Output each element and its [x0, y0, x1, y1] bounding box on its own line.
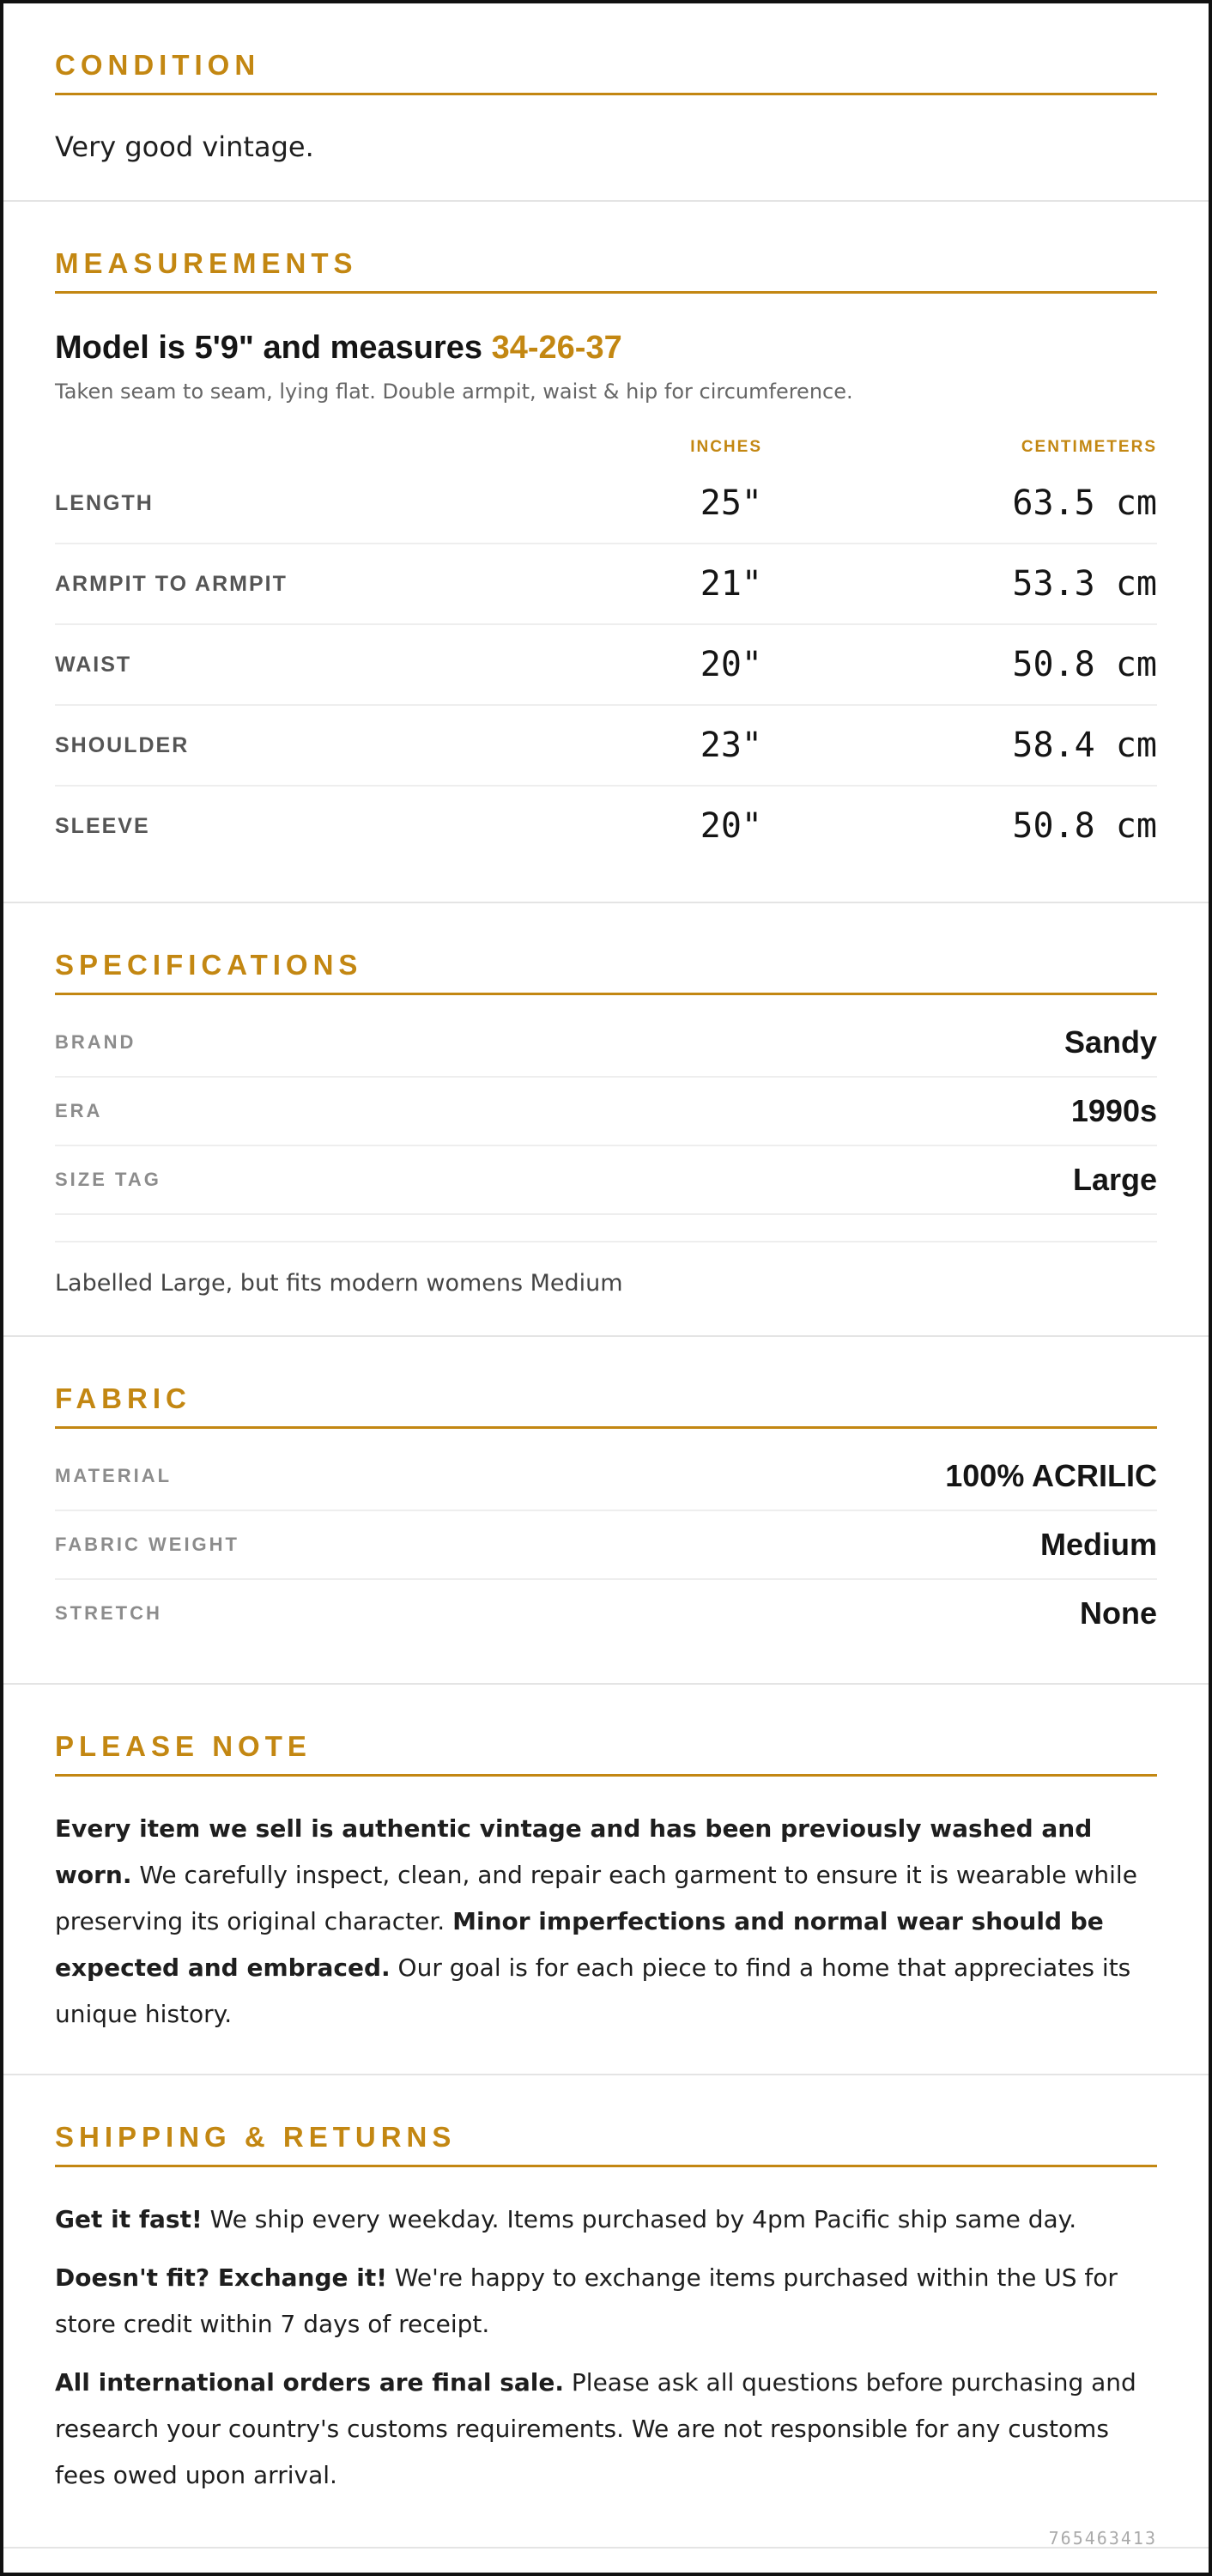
fabric-key: FABRIC WEIGHT	[55, 1534, 239, 1555]
please-note-bold-2: Minor imperfections and normal wear should be expected and embraced.	[55, 1907, 1104, 1982]
shipping-paragraph	[55, 2360, 1157, 2499]
measurements-table	[55, 431, 1157, 866]
please-note-heading: PLEASE NOTE	[55, 1729, 1157, 1777]
measurements-section	[3, 202, 1209, 903]
measurement-label: SLEEVE	[55, 813, 150, 838]
fabric-value: Medium	[1039, 1527, 1157, 1562]
please-note-text-2: Our goal is for each piece to find a home that appreciates its unique history.	[55, 1953, 1131, 2028]
fabric-key: STRETCH	[55, 1602, 162, 1624]
model-measure-value: 34-26-37	[491, 330, 622, 366]
measurement-row	[55, 625, 1157, 706]
shipping-text	[55, 2196, 1157, 2499]
shipping-body: We're happy to exchange items purchased within the US for store credit within 7 days of receipt.	[55, 2263, 1118, 2338]
condition-section	[3, 3, 1209, 202]
model-prefix: Model is 5'9" and measures	[55, 330, 492, 366]
measurements-subtext: Taken seam to seam, lying flat. Double armpit, waist & hip for circumference.	[55, 380, 853, 404]
spec-value: 1990s	[1070, 1093, 1157, 1128]
measurement-row	[55, 787, 1157, 866]
column-centimeters: CENTIMETERS	[1021, 438, 1157, 456]
fabric-row	[55, 1580, 1157, 1647]
measurement-inches: 25"	[700, 483, 762, 523]
measurement-cm: 58.4 cm	[1012, 726, 1157, 765]
measurement-inches: 21"	[700, 564, 762, 604]
condition-text: Very good vintage.	[55, 131, 314, 163]
shipping-body: Please ask all questions before purchasing and research your country's customs requirements. We are not responsible for any customs fees owed upon arrival.	[55, 2368, 1136, 2489]
product-id: 765463413	[1048, 2528, 1157, 2549]
please-note-bold-1: Every item we sell is authentic vintage and has been previously washed and worn.	[55, 1814, 1093, 1889]
measurement-inches: 20"	[700, 645, 762, 684]
fabric-list	[55, 1443, 1157, 1647]
shipping-bold: All international orders are final sale.	[55, 2368, 565, 2397]
spec-key: SIZE TAG	[55, 1169, 161, 1190]
specifications-list	[55, 1009, 1157, 1215]
measurement-cm: 63.5 cm	[1012, 483, 1157, 523]
spec-row	[55, 1078, 1157, 1146]
spec-value: Large	[1072, 1162, 1157, 1197]
shipping-heading: SHIPPING & RETURNS	[55, 2120, 1157, 2167]
fabric-row	[55, 1511, 1157, 1580]
shipping-section	[3, 2075, 1209, 2549]
column-inches: INCHES	[690, 438, 762, 456]
spec-row	[55, 1146, 1157, 1215]
model-measurements	[55, 328, 1157, 368]
measurement-cm: 50.8 cm	[1012, 806, 1157, 846]
measurement-label: WAIST	[55, 652, 132, 677]
fabric-key: MATERIAL	[55, 1465, 173, 1486]
shipping-body: We ship every weekday. Items purchased by 4pm Pacific ship same day.	[202, 2205, 1077, 2233]
spec-key: BRAND	[55, 1031, 136, 1053]
shipping-paragraph	[55, 2255, 1157, 2348]
measurement-row	[55, 544, 1157, 625]
specifications-section	[3, 903, 1209, 1337]
spec-value: Sandy	[1064, 1024, 1157, 1060]
spec-row	[55, 1009, 1157, 1078]
fabric-section	[3, 1337, 1209, 1685]
measurements-table-header	[55, 431, 1157, 464]
please-note-text	[55, 1806, 1157, 2038]
size-note: Labelled Large, but fits modern womens Medium	[55, 1241, 1157, 1299]
measurement-inches: 23"	[700, 726, 762, 765]
shipping-bold: Get it fast!	[55, 2205, 203, 2233]
measurement-row	[55, 464, 1157, 544]
spec-key: ERA	[55, 1100, 103, 1121]
shipping-bold: Doesn't fit? Exchange it!	[55, 2263, 387, 2292]
fabric-value: 100% ACRILIC	[945, 1458, 1157, 1493]
measurements-heading: MEASUREMENTS	[55, 246, 1157, 294]
fabric-value: None	[1080, 1595, 1157, 1631]
measurement-row	[55, 706, 1157, 787]
measurement-cm: 53.3 cm	[1012, 564, 1157, 604]
measurement-label: LENGTH	[55, 490, 154, 515]
fabric-heading: FABRIC	[55, 1382, 1157, 1429]
measurement-inches: 20"	[700, 806, 762, 846]
measurement-label: SHOULDER	[55, 732, 190, 757]
please-note-section	[3, 1685, 1209, 2075]
please-note-text-1: We carefully inspect, clean, and repair each garment to ensure it is wearable while preserving its original character.	[55, 1861, 1137, 1935]
condition-heading: CONDITION	[55, 48, 1157, 95]
measurement-label: ARMPIT TO ARMPIT	[55, 571, 288, 596]
specifications-heading: SPECIFICATIONS	[55, 948, 1157, 995]
measurement-cm: 50.8 cm	[1012, 645, 1157, 684]
fabric-row	[55, 1443, 1157, 1511]
shipping-paragraph	[55, 2196, 1157, 2243]
